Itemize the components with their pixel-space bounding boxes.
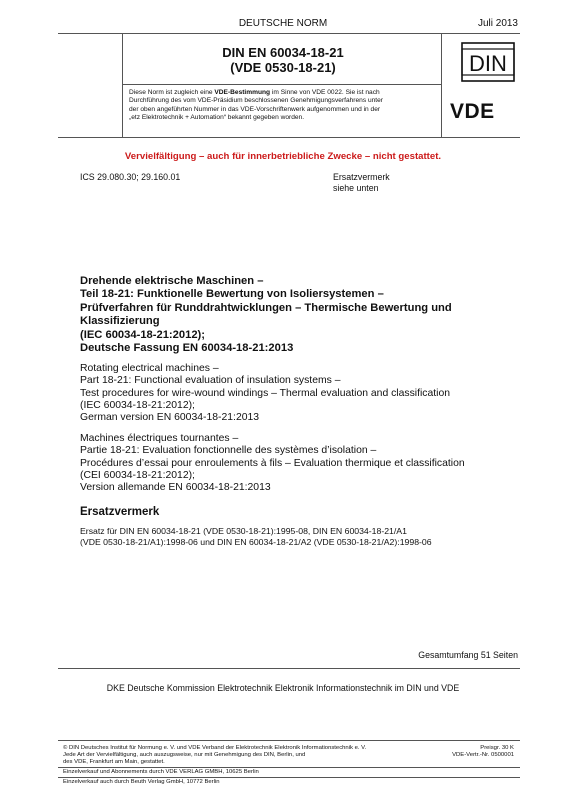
ersatz-reference-note: siehe unten [333,183,379,193]
publication-date: Juli 2013 [477,18,518,29]
vde-note-line-4: „etz Elektrotechnik + Automation“ bekannt gegeben worden. [129,114,305,122]
title-french [80,433,525,494]
ersatzvermerk-line-2: (VDE 0530-18-21/A1):1998-06 und DIN EN 60034-18-21/A2 (VDE 0530-18-21/A2):1998-06 [80,537,432,548]
title-french-line-1: Machines électriques tournantes – [80,433,239,444]
ersatz-reference [333,172,390,194]
title-block-bottom-divider [58,137,520,138]
copyright-line-2: Jede Art der Vervielfältigung, auch auszugsweise, nur mit Genehmigung des DIN, Berlin, und [63,752,306,759]
vde-note-line-2: Durchführung des vom VDE-Präsidium beschlossenen Genehmigungsverfahrens unter [129,97,383,105]
reproduction-warning: Vervielfältigung – auch für innerbetriebliche Zwecke – nicht gestattet. [124,151,442,162]
title-english-line-3: Test procedures for wire-wound windings – Thermal evaluation and classification [80,387,451,399]
title-english-line-4: (IEC 60034-18-21:2012); [80,399,195,411]
document-number [128,45,438,75]
title-box-left-border [122,33,123,137]
vde-note-line-1: Diese Norm ist zugleich eine VDE-Bestimmung im Sinne von VDE 0022. Sie ist nach [129,89,380,96]
copyright-line-3: des VDE, Frankfurt am Main, gestattet. [63,759,165,766]
title-french-line-2: Partie 18-21: Evaluation fonctionnelle des systèmes d’isolation – [80,445,377,457]
norm-type-label: DEUTSCHE NORM [238,18,328,29]
total-pages: Gesamtumfang 51 Seiten [418,650,518,660]
title-english-line-1: Rotating electrical machines – [80,363,219,374]
vde-note [129,89,436,123]
title-german [80,275,525,355]
header-divider [58,33,520,34]
title-box-right-border [441,33,442,137]
dke-committee: DKE Deutsche Kommission Elektrotechnik Elektronik Informationstechnik im DIN und VDE [106,683,460,693]
title-german-line-4: Klassifizierung [80,315,160,328]
ersatzvermerk-heading: Ersatzvermerk [80,506,160,518]
sales-beuth-verlag: Einzelverkauf auch durch Beuth Verlag GmbH, 10772 Berlin [63,779,220,785]
ersatzvermerk-text [80,526,525,549]
pages-divider [58,668,520,669]
ersatzvermerk-line-1: Ersatz für DIN EN 60034-18-21 (VDE 0530-18-21):1995-08, DIN EN 60034-18-21/A1 [80,526,407,536]
document-number-vde: (VDE 0530-18-21) [230,60,336,75]
footer-divider-1 [58,767,520,768]
title-french-line-3: Procédures d’essai pour enroulements à fils – Evaluation thermique et classification [80,457,465,469]
vde-logo: VDE [450,100,495,123]
title-german-line-3: Prüfverfahren für Runddrahtwicklungen – Thermische Bewertung und [80,301,452,314]
sales-vde-verlag: Einzelverkauf und Abonnements durch VDE VERLAG GMBH, 10625 Berlin [63,769,259,775]
price-group: Preisgr. 30 K [480,745,514,751]
title-german-line-5: (IEC 60034-18-21:2012); [80,328,205,341]
din-logo [461,42,515,82]
title-french-line-4: (CEI 60034-18-21:2012); [80,469,195,481]
title-english-line-5: German version EN 60034-18-21:2013 [80,412,260,424]
title-german-line-6: Deutsche Fassung EN 60034-18-21:2013 [80,342,294,355]
title-box-divider [122,84,441,85]
footer-divider-2 [58,777,520,778]
title-german-line-2: Teil 18-21: Funktionelle Bewertung von Isoliersystemen – [80,288,384,301]
copyright-line-1: © DIN Deutsches Institut für Normung e. V. und VDE Verband der Elektrotechnik Elektronik Informationstechnik e. V. [63,745,367,751]
title-german-line-1: Drehende elektrische Maschinen – [80,275,264,287]
din-logo-text: DIN [469,51,507,76]
vde-note-line-3: der oben angeführten Nummer in das VDE-Vorschriftenwerk aufgenommen und in der [129,105,381,113]
ersatz-reference-label: Ersatzvermerk [333,172,390,182]
vde-note-line [129,89,436,97]
price-info [452,745,514,759]
vde-distribution-number: VDE-Vertr.-Nr. 0500001 [452,752,514,759]
footer-top-divider [58,740,520,741]
ics-codes: ICS 29.080.30; 29.160.01 [80,172,181,182]
copyright-notice [63,745,433,767]
title-english-line-2: Part 18-21: Functional evaluation of insulation systems – [80,375,341,387]
title-french-line-5: Version allemande EN 60034-18-21:2013 [80,482,271,494]
title-english [80,363,525,424]
document-number-din: DIN EN 60034-18-21 [222,45,344,60]
